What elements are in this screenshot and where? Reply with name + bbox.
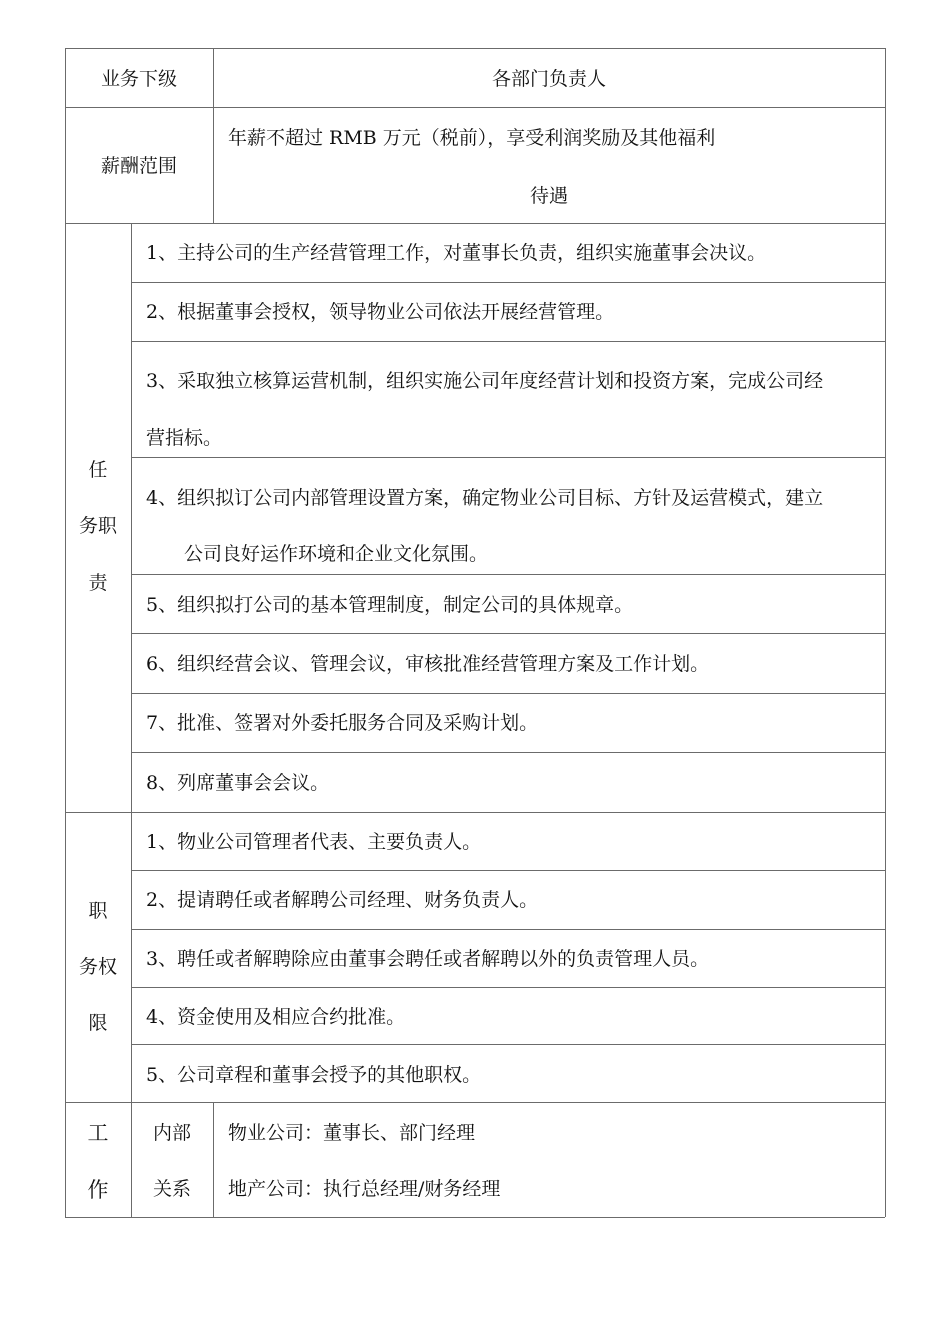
table-border-bottom (65, 1217, 885, 1218)
authority-item: 1、物业公司管理者代表、主要负责人。 (146, 831, 482, 853)
duty-item: 2、根据董事会授权，领导物业公司依法开展经营管理。 (146, 301, 615, 323)
work-sub-label-line: 关系 (152, 1178, 191, 1200)
item-divider (131, 341, 885, 342)
authority-item: 5、公司章程和董事会授予的其他职权。 (146, 1064, 482, 1086)
item-divider (131, 693, 885, 694)
header-value: 各部门负责人 (491, 68, 606, 90)
duty-item: 8、列席董事会会议。 (146, 772, 330, 794)
work-label-line: 作 (87, 1178, 109, 1202)
authority-label-line: 职 (88, 900, 108, 922)
authority-item: 2、提请聘任或者解聘公司经理、财务负责人。 (146, 889, 539, 911)
duties-label-line: 务职 (78, 515, 117, 537)
salary-line-1: 年薪不超过 RMB 万元（税前），享受利润奖励及其他福利 (228, 127, 716, 149)
column-divider (213, 1102, 214, 1217)
duty-item: 4、组织拟订公司内部管理设置方案，确定物业公司目标、方针及运营模式，建立 (146, 487, 824, 509)
salary-line-2: 待遇 (529, 185, 568, 207)
table-border-right (885, 48, 886, 1217)
row-divider (65, 223, 885, 224)
duty-item: 3、采取独立核算运营机制，组织实施公司年度经营计划和投资方案，完成公司经 (146, 370, 824, 392)
row-divider (65, 1102, 885, 1103)
item-divider (131, 282, 885, 283)
work-sub-label-line: 内部 (152, 1122, 191, 1144)
authority-label-line: 务权 (78, 956, 117, 978)
table-border-top (65, 48, 885, 49)
item-divider (131, 457, 885, 458)
authority-label-line: 限 (88, 1012, 108, 1034)
duty-item: 1、主持公司的生产经营管理工作，对董事长负责，组织实施董事会决议。 (146, 242, 767, 264)
column-divider (131, 223, 132, 1217)
row-divider (65, 107, 885, 108)
salary-label: 薪酬范围 (100, 155, 177, 177)
work-relation-line: 地产公司：执行总经理/财务经理 (228, 1178, 501, 1200)
item-divider (131, 633, 885, 634)
authority-item: 3、聘任或者解聘除应由董事会聘任或者解聘以外的负责管理人员。 (146, 948, 710, 970)
duty-item-continued: 营指标。 (146, 427, 223, 449)
row-divider (65, 812, 885, 813)
duty-item-continued: 公司良好运作环境和企业文化氛围。 (184, 543, 489, 565)
duties-label-line: 责 (88, 572, 108, 594)
item-divider (131, 752, 885, 753)
work-label-line: 工 (87, 1121, 109, 1145)
duties-label-line: 任 (88, 459, 108, 481)
item-divider (131, 870, 885, 871)
duty-item: 6、组织经营会议、管理会议，审核批准经营管理方案及工作计划。 (146, 653, 710, 675)
duty-item: 7、批准、签署对外委托服务合同及采购计划。 (146, 712, 539, 734)
item-divider (131, 574, 885, 575)
header-label: 业务下级 (100, 68, 177, 90)
item-divider (131, 929, 885, 930)
item-divider (131, 987, 885, 988)
work-relation-line: 物业公司：董事长、部门经理 (228, 1122, 476, 1144)
authority-item: 4、资金使用及相应合约批准。 (146, 1006, 406, 1028)
item-divider (131, 1044, 885, 1045)
duty-item: 5、组织拟打公司的基本管理制度，制定公司的具体规章。 (146, 594, 634, 616)
